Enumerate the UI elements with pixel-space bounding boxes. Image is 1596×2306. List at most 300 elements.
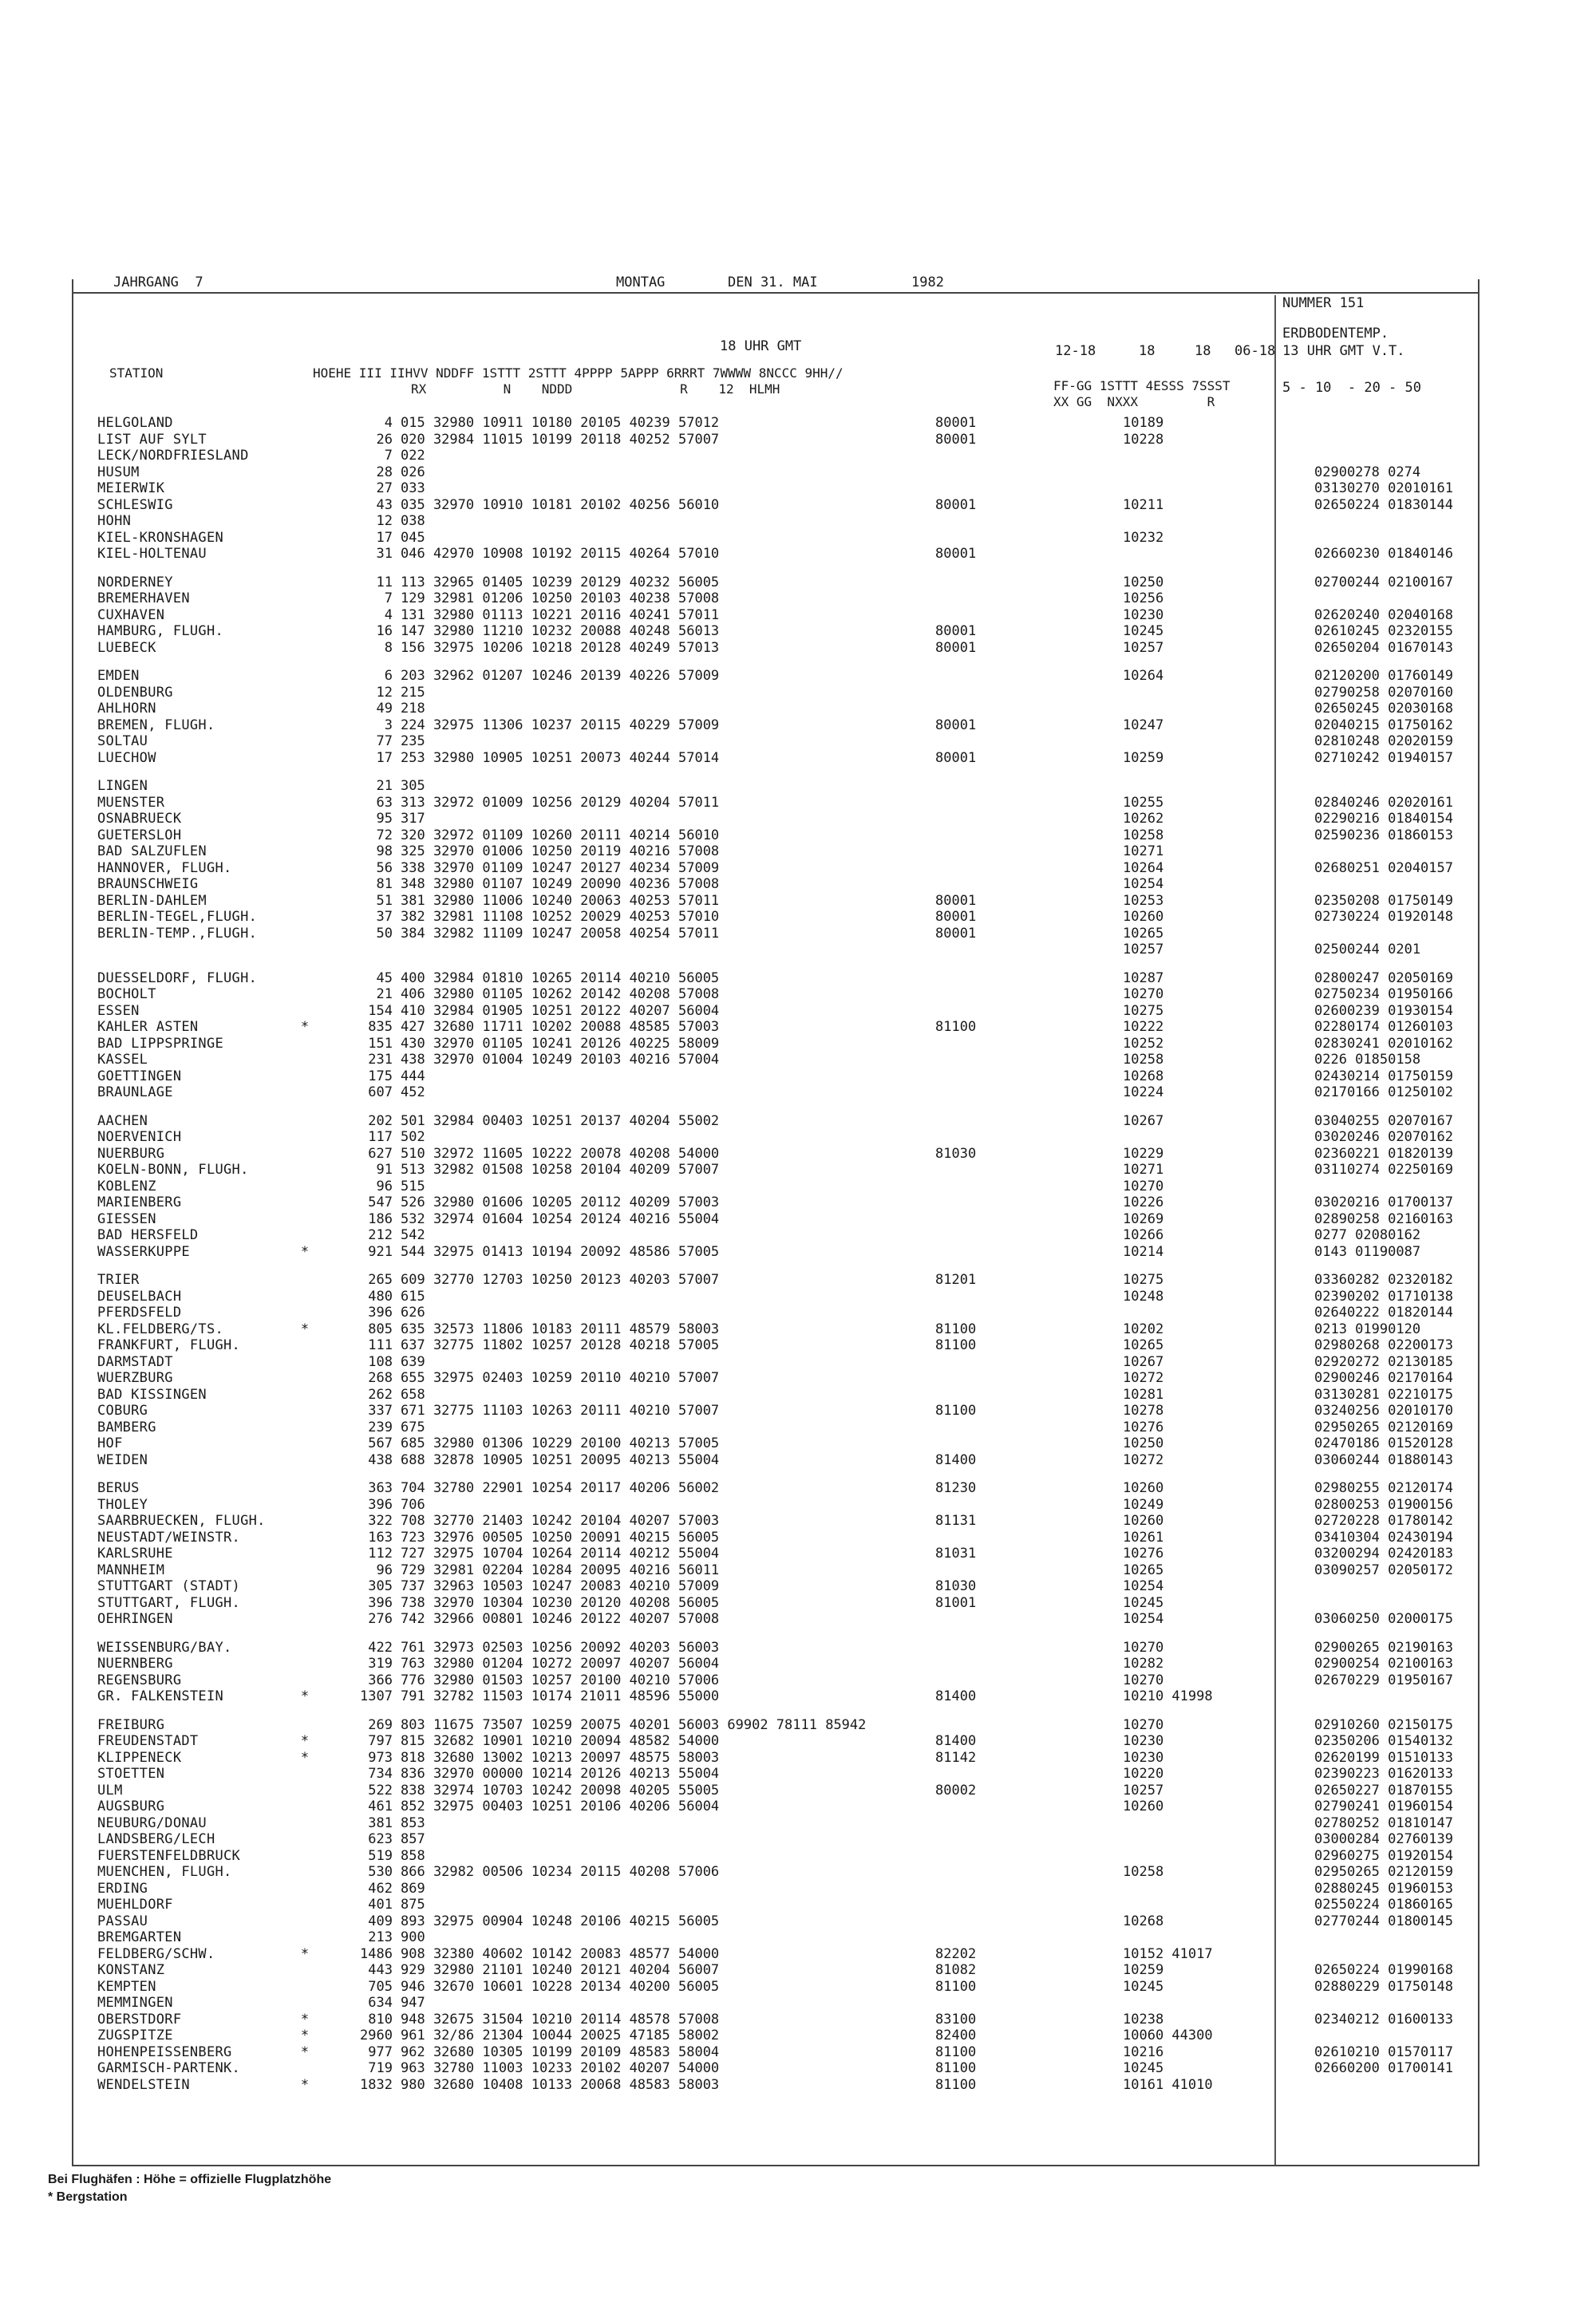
station-group <box>97 1272 1470 1468</box>
cloud-code: 81030 <box>935 1145 977 1162</box>
period-06-18: 06-18 <box>1235 343 1276 359</box>
synop-code: 544 32975 01413 10194 20092 48586 57005 <box>401 1243 720 1260</box>
max-temp-code: 10261 <box>1123 1529 1164 1546</box>
table-row <box>97 1783 1470 1799</box>
station-height: 91 <box>376 1162 393 1178</box>
synop-code: 502 <box>401 1129 425 1145</box>
synop-code: 410 32984 01905 10251 20122 40207 56004 <box>401 1002 720 1019</box>
max-temp-code: 10267 <box>1123 1112 1164 1129</box>
cloud-code: 82400 <box>935 2028 977 2043</box>
table-row <box>97 1068 1470 1085</box>
station-name: BRAUNLAGE <box>97 1084 173 1100</box>
synop-code: 022 <box>401 448 425 464</box>
station-name: OSNABRUECK <box>97 811 182 827</box>
table-row <box>97 480 1470 497</box>
max-temp-code: 10258 <box>1123 827 1164 843</box>
max-temp-code: 10248 <box>1123 1288 1164 1305</box>
soil-temp-values: 02780252 01810147 <box>1314 1814 1453 1831</box>
station-name: LECK/NORDFRIESLAND <box>97 448 249 464</box>
table-row <box>97 942 1470 958</box>
station-height: 422 <box>368 1639 393 1656</box>
station-height: 37 <box>376 909 393 925</box>
cloud-code: 81131 <box>935 1513 977 1529</box>
max-temp-code: 10211 <box>1123 496 1164 513</box>
max-temp-code: 10222 <box>1123 1019 1164 1035</box>
station-height: 31 <box>376 546 393 562</box>
table-row <box>97 1162 1470 1179</box>
station-name: COBURG <box>97 1403 148 1419</box>
station-name: SAARBRUECKEN, FLUGH. <box>97 1513 266 1529</box>
station-height: 12 <box>376 513 393 529</box>
station-name: KLIPPENECK <box>97 1749 182 1766</box>
synop-code: 313 32972 01009 10256 20129 40204 57011 <box>401 794 720 811</box>
station-group <box>97 1640 1470 1705</box>
max-temp-code: 10202 <box>1123 1321 1164 1337</box>
table-row <box>97 1497 1470 1514</box>
top-rule <box>73 292 1478 294</box>
soil-temp-values: 02800247 02050169 <box>1314 969 1453 986</box>
soil-temp-values: 03060250 02000175 <box>1314 1611 1453 1627</box>
station-height: 12 <box>376 684 393 701</box>
synop-code: 046 42970 10908 10192 20115 40264 57010 <box>401 546 720 562</box>
table-row <box>97 1578 1470 1595</box>
station-height: 835 <box>368 1019 393 1035</box>
max-temp-code: 10254 <box>1123 1611 1164 1627</box>
station-height: 443 <box>368 1962 393 1978</box>
table-row <box>97 750 1470 767</box>
code-column-header: HOEHE III IIHVV NDDFF 1STTT 2STTT 4PPPP 5APPP 6RRRT 7WWWW 8NCCC 9HH// <box>313 365 843 381</box>
cloud-code: 80001 <box>935 546 977 562</box>
max-temp-code: 10255 <box>1123 794 1164 811</box>
max-temp-code: 10270 <box>1123 1178 1164 1194</box>
station-height: 186 <box>368 1210 393 1227</box>
station-height: 461 <box>368 1799 393 1814</box>
station-height: 7 <box>384 590 393 606</box>
synop-code: 626 <box>401 1305 425 1321</box>
table-row <box>97 1546 1470 1562</box>
table-row <box>97 1848 1470 1865</box>
cloud-code: 81100 <box>935 2060 977 2076</box>
synop-code: 853 <box>401 1814 425 1831</box>
max-temp-code: 10230 <box>1123 606 1164 623</box>
max-temp-code: 10264 <box>1123 859 1164 876</box>
synop-code: 381 32980 11006 10240 20063 40253 57011 <box>401 892 720 909</box>
station-name: SCHLESWIG <box>97 496 173 513</box>
station-name: BREMEN, FLUGH. <box>97 717 215 733</box>
soil-temp-values: 02750234 01950166 <box>1314 986 1453 1002</box>
station-name: KOELN-BONN, FLUGH. <box>97 1162 249 1178</box>
soil-temp-values: 02650204 01670143 <box>1314 639 1453 656</box>
table-row <box>97 811 1470 827</box>
synop-code: 776 32980 01503 10257 20100 40210 57006 <box>401 1672 720 1688</box>
max-temp-code: 10262 <box>1123 811 1164 827</box>
synop-code: 836 32970 00000 10214 20126 40213 55004 <box>401 1766 720 1782</box>
synop-code: 609 32770 12703 10250 20123 40203 57007 <box>401 1272 720 1288</box>
mountain-marker: * <box>300 1688 310 1704</box>
station-height: 96 <box>376 1562 393 1578</box>
station-table <box>97 415 1470 2105</box>
table-row <box>97 876 1470 893</box>
table-row <box>97 860 1470 877</box>
synop-code: 444 <box>401 1068 425 1084</box>
soil-temp-values: 03240256 02010170 <box>1314 1403 1453 1419</box>
table-row <box>97 1452 1470 1469</box>
weekday: MONTAG <box>616 274 666 290</box>
synop-code: 131 32980 01113 10221 20116 40241 57011 <box>401 606 720 623</box>
station-height: 2960 <box>360 2028 393 2043</box>
station-height: 705 <box>368 1978 393 1995</box>
table-row <box>97 1979 1470 1996</box>
soil-temp-values: 03090257 02050172 <box>1314 1562 1453 1578</box>
synop-code: 156 32975 10206 10218 20128 40249 57013 <box>401 639 720 656</box>
table-row <box>97 1194 1470 1211</box>
soil-temp-values: 02800253 01900156 <box>1314 1496 1453 1513</box>
max-temp-code: 10275 <box>1123 1002 1164 1019</box>
period-18-b: 18 <box>1195 343 1211 359</box>
synop-code: 427 32680 11711 10202 20088 48585 57003 <box>401 1019 720 1035</box>
synop-code: 947 <box>401 1995 425 2011</box>
max-temp-code: 10265 <box>1123 1337 1164 1353</box>
table-row <box>97 513 1470 530</box>
soil-temp-values: 02900254 02100163 <box>1314 1656 1453 1672</box>
table-row <box>97 1272 1470 1289</box>
table-row <box>97 1688 1470 1705</box>
station-height: 381 <box>368 1814 393 1831</box>
synop-code: 526 32980 01606 10205 20112 40209 57003 <box>401 1194 720 1210</box>
station-name: HELGOLAND <box>97 415 173 431</box>
report-sheet <box>72 274 1479 2166</box>
table-row <box>97 1003 1470 1020</box>
station-name: BREMERHAVEN <box>97 590 190 606</box>
table-row <box>97 415 1470 432</box>
max-temp-code: 10266 <box>1123 1227 1164 1243</box>
table-row <box>97 1513 1470 1530</box>
soil-temp-values: 02790241 01960154 <box>1314 1799 1453 1814</box>
table-row <box>97 546 1470 563</box>
table-row <box>97 1611 1470 1628</box>
table-row <box>97 827 1470 844</box>
station-name: HANNOVER, FLUGH. <box>97 859 232 876</box>
station-name: BERLIN-TEGEL,FLUGH. <box>97 909 258 925</box>
table-row <box>97 795 1470 811</box>
cloud-code: 81230 <box>935 1480 977 1496</box>
station-name: ERDING <box>97 1880 148 1897</box>
station-height: 43 <box>376 496 393 513</box>
station-group <box>97 970 1470 1101</box>
station-height: 797 <box>368 1733 393 1749</box>
station-name: MARIENBERG <box>97 1194 182 1210</box>
max-temp-code: 10230 <box>1123 1733 1164 1749</box>
station-name: CUXHAVEN <box>97 606 165 623</box>
soil-temp-values: 02920272 02130185 <box>1314 1353 1453 1370</box>
table-row <box>97 893 1470 910</box>
station-name: KL.FELDBERG/TS. <box>97 1321 224 1337</box>
table-row <box>97 1831 1470 1848</box>
station-height: 519 <box>368 1847 393 1864</box>
station-name: ESSEN <box>97 1002 140 1019</box>
max-temp-code: 10259 <box>1123 749 1164 766</box>
soil-temp-values: 02890258 02160163 <box>1314 1210 1453 1227</box>
synop-code: 675 <box>401 1419 425 1435</box>
max-temp-code: 10265 <box>1123 925 1164 942</box>
station-height: 21 <box>376 778 393 794</box>
station-height: 623 <box>368 1831 393 1847</box>
max-temp-code: 10258 <box>1123 1052 1164 1068</box>
table-row <box>97 1815 1470 1832</box>
station-height: 634 <box>368 1995 393 2011</box>
station-height: 547 <box>368 1194 393 1210</box>
max-temp-code: 10259 <box>1123 1962 1164 1978</box>
cloud-code: 80001 <box>935 623 977 639</box>
soil-temp-values: 02950265 02120169 <box>1314 1419 1453 1435</box>
station-height: 72 <box>376 827 393 843</box>
station-height: 239 <box>368 1419 393 1435</box>
station-height: 366 <box>368 1672 393 1688</box>
mountain-marker: * <box>300 1749 310 1766</box>
table-row <box>97 1129 1470 1146</box>
station-name: MANNHEIM <box>97 1562 165 1578</box>
synop-code: 946 32670 10601 10228 20134 40200 56005 <box>401 1978 720 1995</box>
max-temp-code: 10270 <box>1123 986 1164 1002</box>
station-name: NORDERNEY <box>97 574 173 590</box>
synop-code: 857 <box>401 1831 425 1847</box>
station-height: 607 <box>368 1084 393 1100</box>
station-name: DUESSELDORF, FLUGH. <box>97 969 258 986</box>
synop-code: 129 32981 01206 10250 20103 40238 57008 <box>401 590 720 606</box>
station-name: STUTTGART, FLUGH. <box>97 1594 241 1611</box>
synop-code: 501 32984 00403 10251 20137 40204 55002 <box>401 1112 720 1129</box>
soil-temp-values: 02290216 01840154 <box>1314 811 1453 827</box>
station-height: 17 <box>376 749 393 766</box>
station-name: SOLTAU <box>97 733 148 749</box>
station-height: 17 <box>376 529 393 546</box>
synop-code: 962 32680 10305 10199 20109 48583 58004 <box>401 2043 720 2060</box>
station-name: HOF <box>97 1435 123 1451</box>
station-name: MEIERWIK <box>97 480 165 496</box>
synop-code: 637 32775 11802 10257 20128 40218 57005 <box>401 1337 720 1353</box>
max-temp-code: 10260 <box>1123 909 1164 925</box>
soil-temp-values: 02350206 01540132 <box>1314 1733 1453 1749</box>
table-row <box>97 1084 1470 1101</box>
footnote-mountain-station: * Bergstation <box>48 2190 128 2204</box>
cloud-code: 81400 <box>935 1733 977 1749</box>
soil-temp-values: 02620240 02040168 <box>1314 606 1453 623</box>
station-height: 77 <box>376 733 393 749</box>
table-row <box>97 909 1470 926</box>
synop-code: 510 32972 11605 10222 20078 40208 54000 <box>401 1145 720 1162</box>
cloud-code: 80001 <box>935 415 977 431</box>
station-height: 202 <box>368 1112 393 1129</box>
table-row <box>97 1913 1470 1930</box>
max-temp-code: 10161 41010 <box>1123 2076 1213 2093</box>
mountain-marker: * <box>300 1733 310 1749</box>
station-name: BERLIN-TEMP.,FLUGH. <box>97 925 258 942</box>
table-row <box>97 1864 1470 1881</box>
soil-temp-values: 02390223 01620133 <box>1314 1766 1453 1782</box>
cloud-code: 80001 <box>935 639 977 656</box>
cloud-code: 81100 <box>935 1978 977 1995</box>
station-height: 117 <box>368 1129 393 1145</box>
station-name: HUSUM <box>97 464 140 480</box>
table-row <box>97 970 1470 987</box>
mountain-marker: * <box>300 2028 310 2043</box>
soil-temp-values: 02350208 01750149 <box>1314 892 1453 909</box>
synop-code: 893 32975 00904 10248 20106 40215 56005 <box>401 1913 720 1929</box>
soil-temp-values: 02720228 01780142 <box>1314 1513 1453 1529</box>
max-temp-code: 10226 <box>1123 1194 1164 1210</box>
station-height: 276 <box>368 1611 393 1627</box>
soil-temp-values: 02730224 01920148 <box>1314 909 1453 925</box>
cloud-code: 81100 <box>935 2076 977 2093</box>
cloud-code: 81100 <box>935 2043 977 2060</box>
station-name: KAHLER ASTEN <box>97 1019 199 1035</box>
table-row <box>97 1019 1470 1036</box>
table-row <box>97 530 1470 547</box>
mountain-marker: * <box>300 2076 310 2093</box>
max-temp-code: 10214 <box>1123 1243 1164 1260</box>
station-name: FELDBERG/SCHW. <box>97 1945 215 1962</box>
station-name: NUERBURG <box>97 1145 165 1162</box>
max-temp-code: 10250 <box>1123 1435 1164 1451</box>
synop-code: 325 32970 01006 10250 20119 40216 57008 <box>401 843 720 859</box>
table-row <box>97 1052 1470 1068</box>
station-height: 438 <box>368 1451 393 1468</box>
station-name: LIST AUF SYLT <box>97 431 207 448</box>
table-row <box>97 1962 1470 1979</box>
station-height: 81 <box>376 876 393 892</box>
station-height: 26 <box>376 431 393 448</box>
code-column-subheader: RX N NDDD R 12 HLMH <box>411 381 780 397</box>
soil-temp-values: 02360221 01820139 <box>1314 1145 1453 1162</box>
max-temp-code: 10252 <box>1123 1035 1164 1052</box>
cloud-code: 80001 <box>935 925 977 942</box>
station-height: 112 <box>368 1546 393 1562</box>
table-row <box>97 1227 1470 1244</box>
station-name: KOBLENZ <box>97 1178 156 1194</box>
year: 1982 <box>911 274 944 290</box>
table-row <box>97 926 1470 942</box>
synop-code: 761 32973 02503 10256 20092 40203 56003 <box>401 1639 720 1656</box>
synop-code: 438 32970 01004 10249 20103 40216 57004 <box>401 1052 720 1068</box>
soil-temp-values: 02610245 02320155 <box>1314 623 1453 639</box>
soil-temp-title: ERDBODENTEMP. <box>1282 326 1389 342</box>
soil-temp-values: 03020246 02070162 <box>1314 1129 1453 1145</box>
station-name: GARMISCH-PARTENK. <box>97 2060 241 2076</box>
max-temp-code: 10245 <box>1123 2060 1164 2076</box>
station-name: WASSERKUPPE <box>97 1243 190 1260</box>
table-row <box>97 1420 1470 1436</box>
station-name: BERLIN-DAHLEM <box>97 892 207 909</box>
table-row <box>97 1530 1470 1546</box>
table-row <box>97 497 1470 514</box>
soil-temp-subtitle: 13 UHR GMT V.T. <box>1282 343 1405 359</box>
station-height: 810 <box>368 2011 393 2028</box>
station-height: 111 <box>368 1337 393 1353</box>
synop-code: 791 32782 11503 10174 21011 48596 55000 <box>401 1688 720 1704</box>
station-name: NOERVENICH <box>97 1129 182 1145</box>
cloud-code: 83100 <box>935 2011 977 2028</box>
station-name: LUECHOW <box>97 749 156 766</box>
station-name: KIEL-KRONSHAGEN <box>97 529 224 546</box>
table-row <box>97 575 1470 591</box>
max-temp-code: 10271 <box>1123 1162 1164 1178</box>
soil-temp-values: 02880229 01750148 <box>1314 1978 1453 1995</box>
table-row <box>97 1211 1470 1228</box>
synop-code: 875 <box>401 1897 425 1913</box>
synop-code: 980 32680 10408 10133 20068 48583 58003 <box>401 2076 720 2093</box>
max-temp-code: 10230 <box>1123 1749 1164 1766</box>
synop-code: 515 <box>401 1178 425 1194</box>
station-group <box>97 415 1470 563</box>
synop-code: 900 <box>401 1929 425 1945</box>
synop-code: 020 32984 11015 10199 20118 40252 57007 <box>401 431 720 448</box>
synop-code: 948 32675 31504 10210 20114 48578 57008 <box>401 2011 720 2028</box>
station-name: STUTTGART (STADT) <box>97 1578 241 1594</box>
station-name: TRIER <box>97 1272 140 1288</box>
station-name: GUETERSLOH <box>97 827 182 843</box>
max-temp-code: 10220 <box>1123 1766 1164 1782</box>
synop-code: 763 32980 01204 10272 20097 40207 56004 <box>401 1656 720 1672</box>
soil-temp-values: 03040255 02070167 <box>1314 1112 1453 1129</box>
station-name: WUERZBURG <box>97 1370 173 1386</box>
station-name: THOLEY <box>97 1496 148 1513</box>
table-row <box>97 640 1470 657</box>
table-row <box>97 623 1470 640</box>
table-row <box>97 1799 1470 1815</box>
cloud-code: 81030 <box>935 1578 977 1594</box>
table-row <box>97 2077 1470 2094</box>
soil-temp-values: 02650224 01830144 <box>1314 496 1453 513</box>
station-name: AUGSBURG <box>97 1799 165 1814</box>
table-row <box>97 1179 1470 1195</box>
synop-code: 320 32972 01109 10260 20111 40214 56010 <box>401 827 720 843</box>
table-row <box>97 778 1470 795</box>
max-temp-code: 10245 <box>1123 1978 1164 1995</box>
station-name: HOHN <box>97 513 132 529</box>
station-height: 11 <box>376 574 393 590</box>
station-height: 4 <box>384 606 393 623</box>
station-height: 462 <box>368 1880 393 1897</box>
soil-temp-values: 02830241 02010162 <box>1314 1035 1453 1052</box>
station-name: MUENCHEN, FLUGH. <box>97 1864 232 1880</box>
station-name: BREMGARTEN <box>97 1929 182 1945</box>
station-name: FREUDENSTADT <box>97 1733 199 1749</box>
station-height: 1832 <box>360 2076 393 2093</box>
station-name: GIESSEN <box>97 1210 156 1227</box>
station-name: LANDSBERG/LECH <box>97 1831 215 1847</box>
synop-code: 685 32980 01306 10229 20100 40213 57005 <box>401 1435 720 1451</box>
station-height: 96 <box>376 1178 393 1194</box>
right-column-header: FF-GG 1STTT 4ESSS 7SSST <box>1053 378 1231 393</box>
soil-temp-values: 02660200 01700141 <box>1314 2060 1453 2076</box>
table-row <box>97 1403 1470 1420</box>
station-name: WEISSENBURG/BAY. <box>97 1639 232 1656</box>
table-row <box>97 1733 1470 1750</box>
max-temp-code: 10152 41017 <box>1123 1945 1213 1962</box>
cloud-code: 81001 <box>935 1594 977 1611</box>
soil-temp-values: 02650245 02030168 <box>1314 701 1453 717</box>
synop-code: 035 32970 10910 10181 20102 40256 56010 <box>401 496 720 513</box>
cloud-code: 81100 <box>935 1403 977 1419</box>
station-name: BAD SALZUFLEN <box>97 843 207 859</box>
synop-code: 338 32970 01109 10247 20127 40234 57009 <box>401 859 720 876</box>
station-name: FREIBURG <box>97 1716 165 1733</box>
period-18-a: 18 <box>1139 343 1156 359</box>
soil-temp-values: 02950265 02120159 <box>1314 1864 1453 1880</box>
soil-temp-values: 02340212 01600133 <box>1314 2011 1453 2028</box>
station-name: ZUGSPITZE <box>97 2028 173 2043</box>
table-row <box>97 1562 1470 1579</box>
